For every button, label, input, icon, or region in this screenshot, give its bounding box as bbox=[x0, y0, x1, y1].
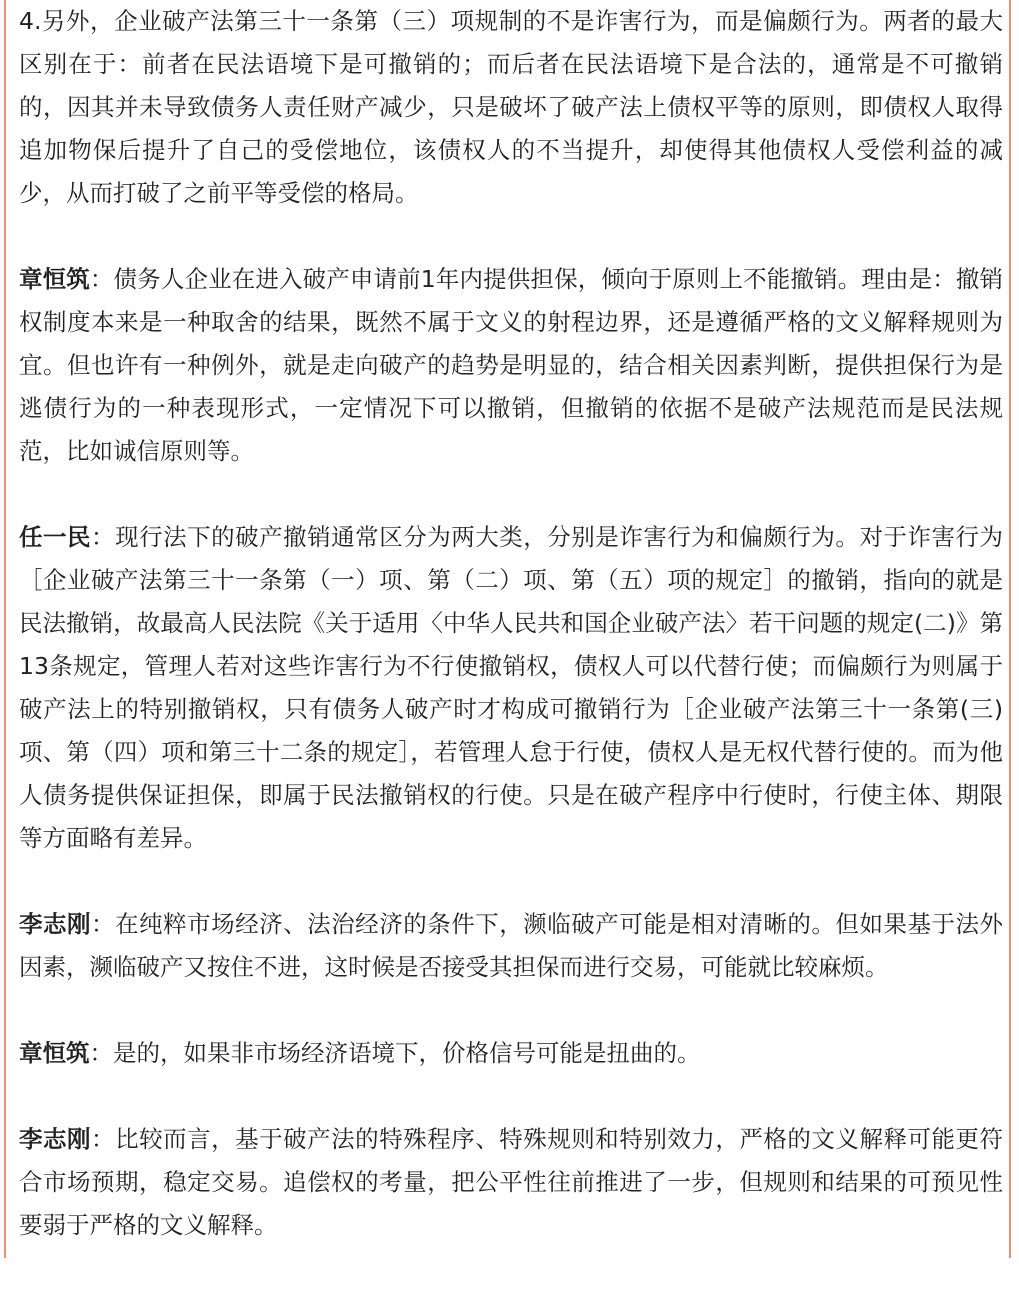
article-body bbox=[19, 0, 1003, 1290]
dialogue-paragraph bbox=[19, 1118, 1003, 1247]
speaker-separator: ： bbox=[89, 265, 114, 293]
paragraph-text: 是的，如果非市场经济语境下，价格信号可能是扭曲的。 bbox=[113, 1039, 701, 1067]
paragraph-text: 比较而言，基于破产法的特殊程序、特殊规则和特别效力，严格的文义解释可能更符合市场预期，稳定交易。追偿权的考量，把公平性往前推进了一步，但规则和结果的可预见性要弱于严格的文义解释。 bbox=[19, 1125, 1004, 1239]
dialogue-paragraph bbox=[19, 1032, 1003, 1075]
dialogue-paragraph bbox=[19, 903, 1003, 989]
paragraph-text: 在纯粹市场经济、法治经济的条件下，濒临破产可能是相对清晰的。但如果基于法外因素，濒临破产又按住不进，这时候是否接受其担保而进行交易，可能就比较麻烦。 bbox=[19, 910, 1004, 981]
speaker-separator: ： bbox=[91, 523, 116, 551]
speaker-separator: ： bbox=[91, 910, 116, 938]
paragraph-text: 4.另外，企业破产法第三十一条第（三）项规制的不是诈害行为，而是偏颇行为。两者的最大区别在于：前者在民法语境下是可撤销的；而后者在民法语境下是合法的，通常是不可撤销的，因其并未导致债务人责任财产减少，只是破坏了破产法上债权平等的原则，即债权人取得追加物保后提升了自己的受偿地位，该债权人的不当提升，却使得其他债权人受偿利益的减少，从而打破了之前平等受偿的格局。 bbox=[19, 7, 1003, 207]
speaker-separator: ： bbox=[91, 1125, 116, 1153]
speaker-name: 章恒筑 bbox=[19, 265, 90, 293]
speaker-name: 李志刚 bbox=[19, 1125, 92, 1153]
speaker-name: 任一民 bbox=[19, 523, 92, 551]
paragraph bbox=[19, 0, 1003, 215]
dialogue-paragraph bbox=[19, 516, 1003, 860]
speaker-name: 李志刚 bbox=[19, 910, 92, 938]
paragraph-text: 债务人企业在进入破产申请前1年内提供担保，倾向于原则上不能撤销。理由是：撤销权制度本来是一种取舍的结果，既然不属于文义的射程边界，还是遵循严格的文义解释规则为宜。但也许有一种例外，就是走向破产的趋势是明显的，结合相关因素判断，提供担保行为是逃债行为的一种表现形式，一定情况下可以撤销，但撤销的依据不是破产法规范而是民法规范，比如诚信原则等。 bbox=[19, 265, 1004, 465]
speaker-separator: ： bbox=[89, 1039, 113, 1067]
paragraph-text: 现行法下的破产撤销通常区分为两大类，分别是诈害行为和偏颇行为。对于诈害行为［企业破产法第三十一条第（一）项、第（二）项、第（五）项的规定］的撤销，指向的就是民法撤销，故最高人民法院《关于适用〈中华人民共和国企业破产法〉若干问题的规定(二)》第13条规定，管理人若对这些诈害行为不行使撤销权，债权人可以代替行使；而偏颇行为则属于破产法上的特别撤销权，只有债务人破产时才构成可撤销行为［企业破产法第三十一条第(三)项、第（四）项和第三十二条的规定］，若管理人怠于行使，债权人是无权代替行使的。而为他人债务提供保证担保，即属于民法撤销权的行使。只是在破产程序中行使时，行使主体、期限等方面略有差异。 bbox=[19, 523, 1004, 852]
speaker-name: 章恒筑 bbox=[19, 1039, 90, 1067]
dialogue-paragraph bbox=[19, 258, 1003, 473]
